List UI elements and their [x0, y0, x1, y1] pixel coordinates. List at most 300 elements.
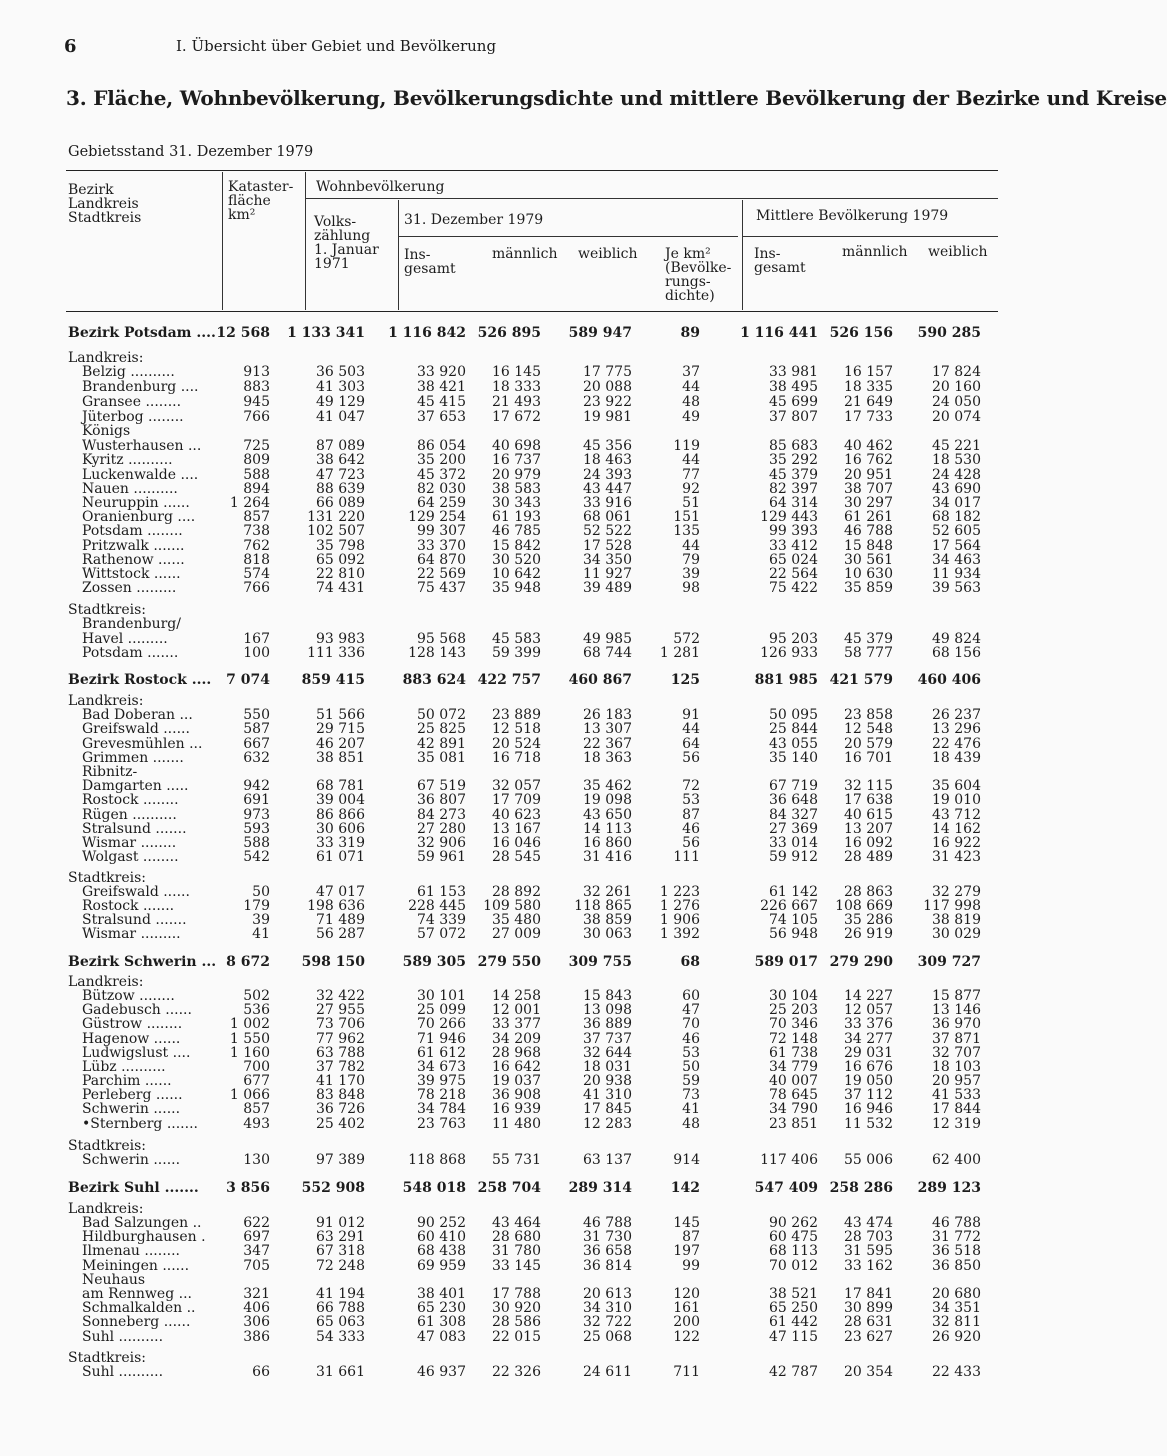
cell-maennlich-1979: 59 399 — [492, 645, 541, 661]
table-row — [0, 524, 1024, 538]
cell-mittel-weiblich: 309 727 — [917, 954, 981, 970]
cell-mittel-maennlich: 16 092 — [844, 835, 893, 851]
cell-volkszaehlung-1971: 38 851 — [316, 750, 365, 766]
cell-weiblich-1979: 63 137 — [583, 1152, 632, 1168]
cell-maennlich-1979: 16 939 — [492, 1101, 541, 1117]
cell-mittel-maennlich: 12 548 — [844, 721, 893, 737]
cell-insgesamt-1979: 27 280 — [417, 821, 466, 837]
cell-weiblich-1979: 13 307 — [583, 721, 632, 737]
cell-mittel-maennlich: 526 156 — [829, 325, 893, 341]
cell-volkszaehlung-1971: 47 017 — [316, 884, 365, 900]
header-weiblich-dez: weiblich — [578, 246, 638, 262]
cell-weiblich-1979: 32 644 — [583, 1045, 632, 1061]
cell-weiblich-1979: 20 088 — [583, 379, 632, 395]
row-label: Parchim ...... — [82, 1073, 172, 1089]
cell-mittel-insgesamt: 30 104 — [769, 988, 818, 1004]
cell-mittel-maennlich: 17 638 — [844, 792, 893, 808]
cell-flaeche: 818 — [243, 552, 270, 568]
cell-mittel-insgesamt: 61 142 — [769, 884, 818, 900]
cell-weiblich-1979: 15 843 — [583, 988, 632, 1004]
cell-dichte: 111 — [673, 849, 700, 865]
row-label: Brandenburg .... — [82, 379, 199, 395]
header-dezember: 31. Dezember 1979 — [404, 212, 544, 228]
cell-volkszaehlung-1971: 67 318 — [316, 1243, 365, 1259]
cell-mittel-insgesamt: 85 683 — [769, 438, 818, 454]
cell-mittel-weiblich: 24 428 — [932, 467, 981, 483]
cell-flaeche: 945 — [243, 394, 270, 410]
table-row — [0, 453, 1024, 467]
cell-flaeche: 762 — [243, 538, 270, 554]
cell-mittel-insgesamt: 95 203 — [769, 631, 818, 647]
cell-flaeche: 50 — [252, 884, 270, 900]
cell-weiblich-1979: 309 755 — [568, 954, 632, 970]
cell-flaeche: 809 — [243, 452, 270, 468]
cell-insgesamt-1979: 37 653 — [417, 409, 466, 425]
cell-mittel-maennlich: 33 376 — [844, 1016, 893, 1032]
cell-weiblich-1979: 30 063 — [583, 926, 632, 942]
cell-mittel-maennlich: 61 261 — [844, 509, 893, 525]
cell-insgesamt-1979: 65 230 — [417, 1300, 466, 1316]
cell-mittel-insgesamt: 37 807 — [769, 409, 818, 425]
cell-mittel-weiblich: 19 010 — [932, 792, 981, 808]
cell-dichte: 151 — [673, 509, 700, 525]
table-row — [0, 808, 1024, 822]
cell-mittel-maennlich: 10 630 — [844, 566, 893, 582]
cell-dichte: 87 — [682, 1229, 700, 1245]
table-row — [0, 1244, 1024, 1258]
cell-maennlich-1979: 16 642 — [492, 1059, 541, 1075]
cell-weiblich-1979: 24 611 — [583, 1364, 632, 1380]
cell-mittel-weiblich: 52 605 — [932, 523, 981, 539]
cell-mittel-weiblich: 15 877 — [932, 988, 981, 1004]
row-label: Rostock ....... — [82, 898, 175, 914]
cell-mittel-insgesamt: 129 443 — [760, 509, 818, 525]
table-row — [0, 1330, 1024, 1344]
cell-mittel-maennlich: 30 297 — [844, 495, 893, 511]
row-label: Schwerin ...... — [82, 1152, 181, 1168]
cell-mittel-weiblich: 36 850 — [932, 1258, 981, 1274]
row-label: Stadtkreis: — [68, 1350, 146, 1366]
row-label: Damgarten ..... — [82, 778, 189, 794]
cell-mittel-maennlich: 32 115 — [844, 778, 893, 794]
cell-weiblich-1979: 22 367 — [583, 736, 632, 752]
cell-dichte: 119 — [673, 438, 700, 454]
cell-weiblich-1979: 20 613 — [583, 1286, 632, 1302]
cell-maennlich-1979: 16 718 — [492, 750, 541, 766]
cell-weiblich-1979: 33 916 — [583, 495, 632, 511]
cell-mittel-insgesamt: 65 024 — [769, 552, 818, 568]
cell-insgesamt-1979: 90 252 — [417, 1215, 466, 1231]
cell-flaeche: 493 — [243, 1116, 270, 1132]
cell-dichte: 1 392 — [659, 926, 700, 942]
cell-weiblich-1979: 43 447 — [583, 481, 632, 497]
row-label: Ilmenau ........ — [82, 1243, 180, 1259]
cell-mittel-weiblich: 62 400 — [932, 1152, 981, 1168]
cell-mittel-weiblich: 460 406 — [917, 672, 981, 688]
cell-weiblich-1979: 41 310 — [583, 1087, 632, 1103]
cell-maennlich-1979: 17 709 — [492, 792, 541, 808]
table-row — [0, 836, 1024, 850]
cell-flaeche: 1 066 — [229, 1087, 270, 1103]
cell-mittel-maennlich: 40 462 — [844, 438, 893, 454]
table-row — [0, 822, 1024, 836]
cell-weiblich-1979: 36 658 — [583, 1243, 632, 1259]
row-label: Nauen .......... — [82, 481, 178, 497]
row-label: Rügen .......... — [82, 807, 177, 823]
row-label: Ribnitz- — [82, 764, 138, 780]
cell-dichte: 50 — [682, 1059, 700, 1075]
cell-volkszaehlung-1971: 32 422 — [316, 988, 365, 1004]
cell-flaeche: 130 — [243, 1152, 270, 1168]
cell-mittel-weiblich: 38 819 — [932, 912, 981, 928]
cell-volkszaehlung-1971: 25 402 — [316, 1116, 365, 1132]
cell-dichte: 135 — [673, 523, 700, 539]
cell-maennlich-1979: 46 785 — [492, 523, 541, 539]
cell-mittel-weiblich: 36 518 — [932, 1243, 981, 1259]
cell-insgesamt-1979: 70 266 — [417, 1016, 466, 1032]
row-label: Rathenow ...... — [82, 552, 185, 568]
cell-volkszaehlung-1971: 552 908 — [301, 1180, 365, 1196]
cell-mittel-maennlich: 16 946 — [844, 1101, 893, 1117]
cell-volkszaehlung-1971: 74 431 — [316, 580, 365, 596]
cell-volkszaehlung-1971: 46 207 — [316, 736, 365, 752]
cell-maennlich-1979: 45 583 — [492, 631, 541, 647]
cell-insgesamt-1979: 47 083 — [417, 1329, 466, 1345]
cell-weiblich-1979: 14 113 — [583, 821, 632, 837]
cell-insgesamt-1979: 45 372 — [417, 467, 466, 483]
cell-maennlich-1979: 279 550 — [477, 954, 541, 970]
row-label: Belzig .......... — [82, 364, 175, 380]
row-label: Bützow ........ — [82, 988, 175, 1004]
cell-insgesamt-1979: 84 273 — [417, 807, 466, 823]
cell-mittel-maennlich: 55 006 — [844, 1152, 893, 1168]
cell-weiblich-1979: 49 985 — [583, 631, 632, 647]
cell-dichte: 122 — [673, 1329, 700, 1345]
cell-mittel-weiblich: 26 920 — [932, 1329, 981, 1345]
cell-dichte: 44 — [682, 538, 700, 554]
cell-flaeche: 766 — [243, 580, 270, 596]
cell-weiblich-1979: 32 261 — [583, 884, 632, 900]
row-label: Stadtkreis: — [68, 602, 146, 618]
table-row — [0, 1365, 1024, 1379]
cell-mittel-maennlich: 15 848 — [844, 538, 893, 554]
row-label: Suhl .......... — [82, 1329, 164, 1345]
cell-mittel-weiblich: 31 772 — [932, 1229, 981, 1245]
cell-weiblich-1979: 45 356 — [583, 438, 632, 454]
cell-volkszaehlung-1971: 29 715 — [316, 721, 365, 737]
cell-dichte: 44 — [682, 721, 700, 737]
row-label: Stadtkreis: — [68, 870, 146, 886]
table-row — [0, 1074, 1024, 1088]
cell-weiblich-1979: 20 938 — [583, 1073, 632, 1089]
bezirk-total-row — [0, 1181, 1024, 1195]
cell-mittel-insgesamt: 70 346 — [769, 1016, 818, 1032]
row-label: Ludwigslust .... — [82, 1045, 191, 1061]
cell-mittel-insgesamt: 47 115 — [769, 1329, 818, 1345]
cell-insgesamt-1979: 69 959 — [417, 1258, 466, 1274]
cell-volkszaehlung-1971: 72 248 — [316, 1258, 365, 1274]
cell-mittel-maennlich: 18 335 — [844, 379, 893, 395]
row-label: Perleberg ...... — [82, 1087, 183, 1103]
table-row — [0, 395, 1024, 409]
cell-mittel-insgesamt: 56 948 — [769, 926, 818, 942]
cell-weiblich-1979: 18 031 — [583, 1059, 632, 1075]
cell-flaeche: 593 — [243, 821, 270, 837]
cell-maennlich-1979: 28 545 — [492, 849, 541, 865]
cell-flaeche: 306 — [243, 1314, 270, 1330]
row-label: Königs — [82, 423, 131, 439]
cell-volkszaehlung-1971: 87 089 — [316, 438, 365, 454]
cell-flaeche: 406 — [243, 1300, 270, 1316]
table-row — [0, 913, 1024, 927]
cell-maennlich-1979: 34 209 — [492, 1031, 541, 1047]
cell-mittel-insgesamt: 61 442 — [769, 1314, 818, 1330]
cell-weiblich-1979: 17 775 — [583, 364, 632, 380]
cell-flaeche: 622 — [243, 1215, 270, 1231]
row-label: Stadtkreis: — [68, 1138, 146, 1154]
cell-mittel-insgesamt: 25 844 — [769, 721, 818, 737]
cell-dichte: 1 281 — [659, 645, 700, 661]
cell-volkszaehlung-1971: 63 291 — [316, 1229, 365, 1245]
cell-weiblich-1979: 589 947 — [568, 325, 632, 341]
cell-insgesamt-1979: 45 415 — [417, 394, 466, 410]
cell-insgesamt-1979: 32 906 — [417, 835, 466, 851]
cell-weiblich-1979: 17 528 — [583, 538, 632, 554]
cell-mittel-insgesamt: 75 422 — [769, 580, 818, 596]
cell-volkszaehlung-1971: 71 489 — [316, 912, 365, 928]
table-row — [0, 1216, 1024, 1230]
cell-dichte: 1 906 — [659, 912, 700, 928]
cell-flaeche: 542 — [243, 849, 270, 865]
cell-insgesamt-1979: 128 143 — [408, 645, 466, 661]
cell-flaeche: 725 — [243, 438, 270, 454]
cell-insgesamt-1979: 67 519 — [417, 778, 466, 794]
cell-mittel-insgesamt: 25 203 — [769, 1002, 818, 1018]
cell-mittel-maennlich: 35 859 — [844, 580, 893, 596]
row-label: Landkreis: — [68, 1201, 144, 1217]
cell-maennlich-1979: 30 343 — [492, 495, 541, 511]
cell-dichte: 48 — [682, 394, 700, 410]
cell-mittel-weiblich: 68 182 — [932, 509, 981, 525]
cell-volkszaehlung-1971: 38 642 — [316, 452, 365, 468]
cell-maennlich-1979: 22 326 — [492, 1364, 541, 1380]
cell-insgesamt-1979: 36 807 — [417, 792, 466, 808]
row-label: Hildburghausen . — [82, 1229, 206, 1245]
table-row — [0, 1102, 1024, 1116]
cell-weiblich-1979: 68 061 — [583, 509, 632, 525]
cell-maennlich-1979: 28 968 — [492, 1045, 541, 1061]
row-label: Potsdam ....... — [82, 645, 179, 661]
table-row — [0, 553, 1024, 567]
cell-mittel-insgesamt: 65 250 — [769, 1300, 818, 1316]
cell-mittel-weiblich: 36 970 — [932, 1016, 981, 1032]
cell-flaeche: 700 — [243, 1059, 270, 1075]
cell-volkszaehlung-1971: 66 089 — [316, 495, 365, 511]
table-row — [0, 1287, 1024, 1301]
cell-insgesamt-1979: 548 018 — [402, 1180, 466, 1196]
cell-mittel-insgesamt: 226 667 — [760, 898, 818, 914]
cell-insgesamt-1979: 68 438 — [417, 1243, 466, 1259]
table-row — [0, 722, 1024, 736]
cell-flaeche: 3 856 — [226, 1180, 270, 1196]
cell-mittel-weiblich: 22 476 — [932, 736, 981, 752]
cell-insgesamt-1979: 60 410 — [417, 1229, 466, 1245]
cell-mittel-maennlich: 13 207 — [844, 821, 893, 837]
table-row — [0, 468, 1024, 482]
cell-mittel-maennlich: 28 631 — [844, 1314, 893, 1330]
cell-mittel-maennlich: 28 703 — [844, 1229, 893, 1245]
cell-insgesamt-1979: 35 081 — [417, 750, 466, 766]
cell-insgesamt-1979: 82 030 — [417, 481, 466, 497]
cell-maennlich-1979: 35 480 — [492, 912, 541, 928]
cell-insgesamt-1979: 38 421 — [417, 379, 466, 395]
row-label: Greifswald ...... — [82, 721, 190, 737]
cell-mittel-insgesamt: 22 564 — [769, 566, 818, 582]
table-row — [0, 496, 1024, 510]
cell-maennlich-1979: 19 037 — [492, 1073, 541, 1089]
cell-mittel-maennlich: 28 863 — [844, 884, 893, 900]
cell-maennlich-1979: 20 524 — [492, 736, 541, 752]
cell-weiblich-1979: 460 867 — [568, 672, 632, 688]
cell-volkszaehlung-1971: 36 503 — [316, 364, 365, 380]
table-row — [0, 1060, 1024, 1074]
table-row — [0, 510, 1024, 524]
cell-volkszaehlung-1971: 41 170 — [316, 1073, 365, 1089]
cell-insgesamt-1979: 883 624 — [402, 672, 466, 688]
cell-flaeche: 857 — [243, 509, 270, 525]
row-label: Gransee ........ — [82, 394, 182, 410]
cell-dichte: 39 — [682, 566, 700, 582]
table-row — [0, 1153, 1024, 1167]
table-row — [0, 1301, 1024, 1315]
table-row — [0, 380, 1024, 394]
cell-dichte: 161 — [673, 1300, 700, 1316]
section-label-row — [0, 975, 1024, 989]
cell-dichte: 72 — [682, 778, 700, 794]
cell-maennlich-1979: 20 979 — [492, 467, 541, 483]
cell-mittel-weiblich: 16 922 — [932, 835, 981, 851]
page-number: 6 — [64, 36, 77, 57]
cell-maennlich-1979: 15 842 — [492, 538, 541, 554]
cell-insgesamt-1979: 95 568 — [417, 631, 466, 647]
cell-mittel-insgesamt: 50 095 — [769, 707, 818, 723]
cell-volkszaehlung-1971: 102 507 — [307, 523, 365, 539]
cell-volkszaehlung-1971: 41 194 — [316, 1286, 365, 1302]
cell-volkszaehlung-1971: 63 788 — [316, 1045, 365, 1061]
cell-volkszaehlung-1971: 598 150 — [301, 954, 365, 970]
cell-dichte: 77 — [682, 467, 700, 483]
cell-dichte: 47 — [682, 1002, 700, 1018]
cell-mittel-maennlich: 12 057 — [844, 1002, 893, 1018]
table-row — [0, 1046, 1024, 1060]
cell-mittel-maennlich: 35 286 — [844, 912, 893, 928]
cell-mittel-insgesamt: 64 314 — [769, 495, 818, 511]
cell-maennlich-1979: 33 145 — [492, 1258, 541, 1274]
cell-insgesamt-1979: 57 072 — [417, 926, 466, 942]
cell-insgesamt-1979: 589 305 — [402, 954, 466, 970]
cell-mittel-insgesamt: 33 412 — [769, 538, 818, 554]
cell-flaeche: 766 — [243, 409, 270, 425]
row-label: Grevesmühlen ... — [82, 736, 203, 752]
cell-maennlich-1979: 12 518 — [492, 721, 541, 737]
cell-flaeche: 12 568 — [216, 325, 270, 341]
cell-mittel-maennlich: 46 788 — [844, 523, 893, 539]
cell-mittel-insgesamt: 60 475 — [769, 1229, 818, 1245]
header-volkszaehlung: Volks- zählung 1. Januar 1971 — [314, 214, 379, 272]
cell-mittel-weiblich: 14 162 — [932, 821, 981, 837]
table-subtitle: Gebietsstand 31. Dezember 1979 — [68, 144, 314, 160]
cell-insgesamt-1979: 42 891 — [417, 736, 466, 752]
cell-dichte: 37 — [682, 364, 700, 380]
cell-mittel-insgesamt: 33 981 — [769, 364, 818, 380]
cell-insgesamt-1979: 1 116 842 — [388, 325, 466, 341]
cell-dichte: 89 — [680, 325, 700, 341]
cell-volkszaehlung-1971: 22 810 — [316, 566, 365, 582]
cell-maennlich-1979: 35 948 — [492, 580, 541, 596]
cell-flaeche: 677 — [243, 1073, 270, 1089]
cell-volkszaehlung-1971: 91 012 — [316, 1215, 365, 1231]
cell-insgesamt-1979: 30 101 — [417, 988, 466, 1004]
cell-volkszaehlung-1971: 111 336 — [307, 645, 365, 661]
cell-flaeche: 632 — [243, 750, 270, 766]
cell-weiblich-1979: 36 814 — [583, 1258, 632, 1274]
cell-flaeche: 587 — [243, 721, 270, 737]
cell-mittel-weiblich: 34 463 — [932, 552, 981, 568]
cell-volkszaehlung-1971: 49 129 — [316, 394, 365, 410]
cell-flaeche: 550 — [243, 707, 270, 723]
cell-flaeche: 347 — [243, 1243, 270, 1259]
cell-mittel-weiblich: 20 957 — [932, 1073, 981, 1089]
cell-dichte: 92 — [682, 481, 700, 497]
row-label: Sonneberg ...... — [82, 1314, 191, 1330]
cell-flaeche: 691 — [243, 792, 270, 808]
cell-volkszaehlung-1971: 47 723 — [316, 467, 365, 483]
section-label-row — [0, 694, 1024, 708]
cell-dichte: 49 — [682, 409, 700, 425]
cell-flaeche: 973 — [243, 807, 270, 823]
cell-volkszaehlung-1971: 39 004 — [316, 792, 365, 808]
cell-insgesamt-1979: 61 308 — [417, 1314, 466, 1330]
cell-weiblich-1979: 17 845 — [583, 1101, 632, 1117]
cell-mittel-insgesamt: 78 645 — [769, 1087, 818, 1103]
cell-insgesamt-1979: 25 825 — [417, 721, 466, 737]
cell-flaeche: 66 — [252, 1364, 270, 1380]
cell-insgesamt-1979: 74 339 — [417, 912, 466, 928]
cell-insgesamt-1979: 78 218 — [417, 1087, 466, 1103]
cell-maennlich-1979: 258 704 — [477, 1180, 541, 1196]
table-row — [0, 439, 1024, 453]
row-label: Gadebusch ...... — [82, 1002, 192, 1018]
cell-dichte: 1 276 — [659, 898, 700, 914]
header-dichte: Je km² (Bevölke- rungs- dichte) — [665, 246, 732, 304]
cell-volkszaehlung-1971: 1 133 341 — [287, 325, 365, 341]
bezirk-total-row — [0, 673, 1024, 687]
cell-weiblich-1979: 12 283 — [583, 1116, 632, 1132]
cell-maennlich-1979: 27 009 — [492, 926, 541, 942]
cell-insgesamt-1979: 75 437 — [417, 580, 466, 596]
cell-mittel-weiblich: 45 221 — [932, 438, 981, 454]
row-label: Bezirk Rostock .... — [68, 672, 212, 688]
cell-insgesamt-1979: 33 370 — [417, 538, 466, 554]
cell-volkszaehlung-1971: 859 415 — [301, 672, 365, 688]
row-label: Rostock ........ — [82, 792, 179, 808]
cell-maennlich-1979: 30 520 — [492, 552, 541, 568]
cell-mittel-insgesamt: 881 985 — [754, 672, 818, 688]
cell-maennlich-1979: 16 737 — [492, 452, 541, 468]
cell-volkszaehlung-1971: 73 706 — [316, 1016, 365, 1032]
cell-insgesamt-1979: 46 937 — [417, 1364, 466, 1380]
cell-dichte: 53 — [682, 792, 700, 808]
